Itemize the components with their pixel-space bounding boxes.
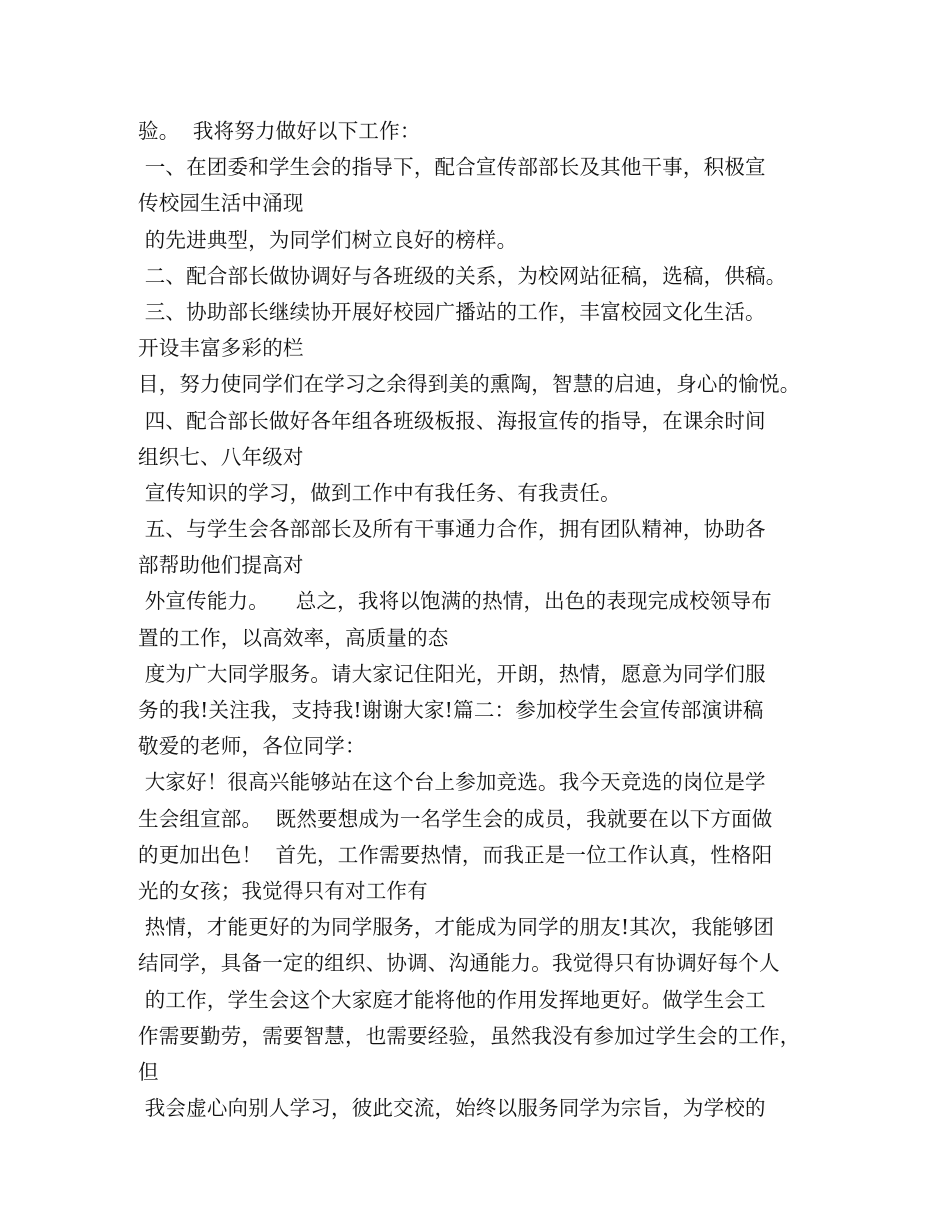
text-line: 置的工作，以高效率，高质量的态 (138, 625, 449, 650)
text-line: 但 (138, 1059, 159, 1084)
text-line: 敬爱的老师，各位同学： (138, 734, 366, 759)
text-line: 作需要勤劳，需要智慧，也需要经验，虽然我没有参加过学生会的工作， (138, 1023, 801, 1048)
text-line: 的更加出色！ 首先，工作需要热情，而我正是一位工作认真，性格阳 (138, 842, 773, 867)
body-text (138, 113, 838, 1126)
text-line: 我会虚心向别人学习，彼此交流，始终以服务同学为宗旨，为学校的 (138, 1096, 766, 1121)
text-line: 的先进典型，为同学们树立良好的榜样。 (138, 227, 518, 252)
text-line: 目，努力使同学们在学习之余得到美的熏陶，智慧的启迪，身心的愉悦。 (138, 372, 801, 397)
text-line: 光的女孩；我觉得只有对工作有 (138, 878, 428, 903)
text-line: 热情，才能更好的为同学服务，才能成为同学的朋友!其次，我能够团 (138, 915, 775, 940)
text-line: 组织七、八年级对 (138, 444, 304, 469)
text-line: 验。 我将努力做好以下工作： (138, 119, 421, 143)
text-line: 三、协助部长继续协开展好校园广播站的工作，丰富校园文化生活。 (138, 299, 766, 324)
text-line: 五、与学生会各部部长及所有干事通力合作，拥有团队精神，协助各 (138, 517, 766, 542)
text-line: 务的我!关注我，支持我!谢谢大家!篇二：参加校学生会宣传部演讲稿 (138, 698, 764, 722)
text-line: 外宣传能力。 总之，我将以饱满的热情，出色的表现完成校领导布 (138, 589, 772, 614)
text-line: 开设丰富多彩的栏 (138, 336, 304, 361)
text-line: 结同学，具备一定的组织、协调、沟通能力。我觉得只有协调好每个人 (138, 951, 780, 976)
text-line: 生会组宣部。 既然要想成为一名学生会的成员，我就要在以下方面做 (138, 806, 773, 831)
text-line: 宣传知识的学习，做到工作中有我任务、有我责任。 (138, 480, 621, 505)
text-line: 一、在团委和学生会的指导下，配合宣传部部长及其他干事，积极宣 (138, 155, 766, 180)
text-line: 四、配合部长做好各年组各班级板报、海报宣传的指导，在课余时间 (138, 408, 766, 433)
text-line: 传校园生活中涌现 (138, 191, 304, 216)
text-line: 的工作，学生会这个大家庭才能将他的作用发挥地更好。做学生会工 (138, 987, 766, 1012)
text-line: 度为广大同学服务。请大家记住阳光，开朗，热情，愿意为同学们服 (138, 661, 766, 686)
text-line: 大家好！很高兴能够站在这个台上参加竞选。我今天竞选的岗位是学 (138, 770, 766, 795)
text-line: 部帮助他们提高对 (138, 553, 304, 578)
text-line: 二、配合部长做协调好与各班级的关系，为校网站征稿，选稿，供稿。 (138, 263, 787, 288)
